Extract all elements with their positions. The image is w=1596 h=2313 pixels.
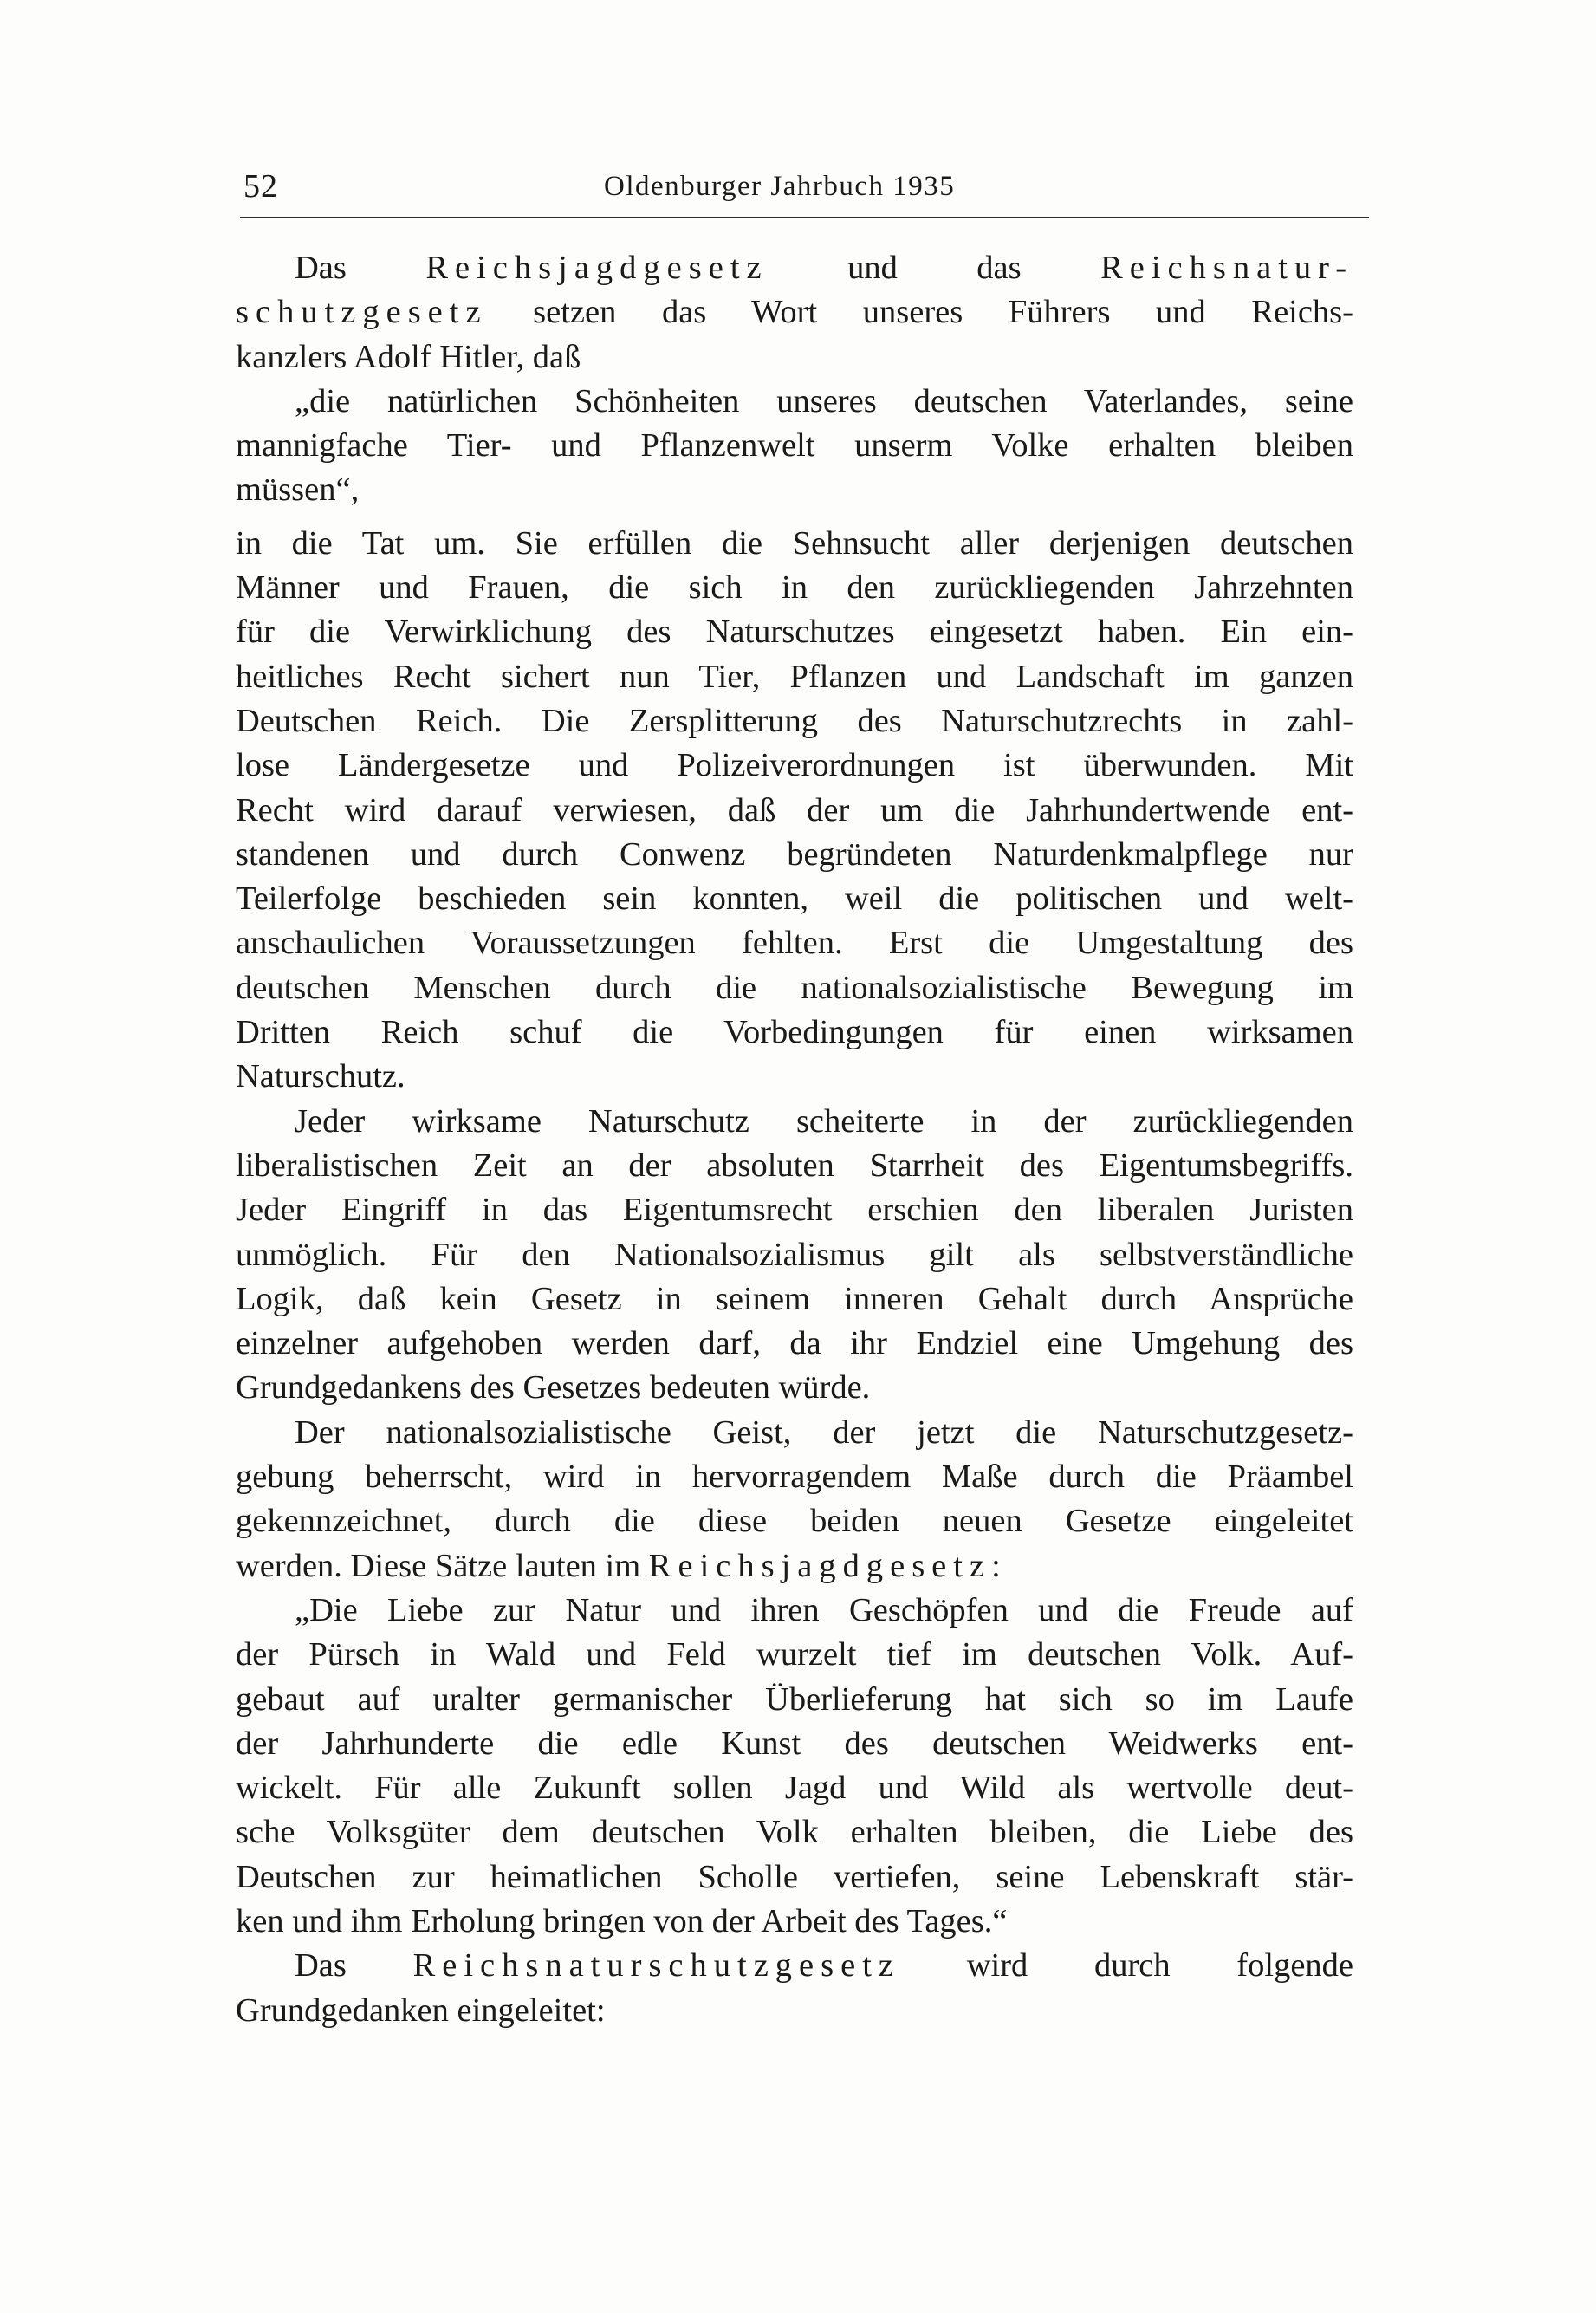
text-line: Grundgedankens des Gesetzes bedeuten würde. <box>236 1369 871 1407</box>
text-line: Grundgedanken eingeleitet: <box>236 1991 606 2029</box>
text-line: Logik, daß kein Gesetz in seinem inneren Gehalt durch Ansprüche <box>236 1280 1353 1317</box>
text-line: Dritten Reich schuf die Vorbedingungen für einen wirksamen <box>236 1014 1353 1051</box>
law-name-spaced: Reichsjagdgesetz <box>648 1547 992 1584</box>
running-title: Oldenburger Jahrbuch 1935 <box>604 171 956 202</box>
text-line: standenen und durch Conwenz begründeten Naturdenkmalpflege nur <box>236 835 1353 873</box>
quote-line: Deutschen zur heimatlichen Scholle vertiefen, seine Lebenskraft stär- <box>236 1858 1353 1895</box>
text-line: Teilerfolge beschieden sein konnten, weil die politischen und welt- <box>236 880 1353 918</box>
quote-line: „Die Liebe zur Natur und ihren Geschöpfen und die Freude auf <box>295 1591 1353 1628</box>
text-line: gebung beherrscht, wird in hervorragendem Maße durch die Präambel <box>236 1459 1353 1496</box>
quote-line: „die natürlichen Schönheiten unseres deutschen Vaterlandes, seine <box>295 382 1353 419</box>
quote-line: gebaut auf uralter germanischer Überlieferung hat sich so im Laufe <box>236 1680 1353 1718</box>
text-line: deutschen Menschen durch die nationalsozialistische Bewegung im <box>236 969 1353 1006</box>
text-line: einzelner aufgehoben werden darf, da ihr Endziel eine Umgehung des <box>236 1325 1353 1362</box>
law-name-spaced: schutzgesetz <box>236 294 488 331</box>
text-line: Deutschen Reich. Die Zersplitterung des Naturschutzrechts in zahl- <box>236 702 1353 739</box>
text-line: Das Reichsnaturschutzgesetz wird durch folgende <box>295 1947 1353 1985</box>
text-line: Jeder Eingriff in das Eigentumsrecht erschien den liberalen Juristen <box>236 1192 1353 1229</box>
law-name-spaced: Reichsnaturschutzgesetz <box>412 1947 901 1985</box>
text-line: in die Tat um. Sie erfüllen die Sehnsucht aller derjenigen deutschen <box>236 524 1353 562</box>
text-line: werden. Diese Sätze lauten im Reichsjagdgesetz: <box>236 1547 1001 1584</box>
text-line: lose Ländergesetze und Polizeiverordnungen ist überwunden. Mit <box>236 747 1353 784</box>
text-line: kanzlers Adolf Hitler, daß <box>236 338 581 375</box>
text-line: gekennzeichnet, durch die diese beiden neuen Gesetze eingeleitet <box>236 1503 1353 1540</box>
text-line: schutzgesetz setzen das Wort unseres Führers und Reichs- <box>236 294 1353 331</box>
text-line: Recht wird darauf verwiesen, daß der um die Jahrhundertwende ent- <box>236 791 1353 828</box>
quote-line: ken und ihm Erholung bringen von der Arbeit des Tages.“ <box>236 1902 1008 1939</box>
quote-line: wickelt. Für alle Zukunft sollen Jagd und Wild als wertvolle deut- <box>236 1770 1353 1807</box>
header-rule <box>240 217 1369 218</box>
text-line: Männer und Frauen, die sich in den zurückliegenden Jahrzehnten <box>236 569 1353 607</box>
text-line: Das Reichsjagdgesetz und das Reichsnatur- <box>295 250 1353 286</box>
quote-line: müssen“, <box>236 471 360 509</box>
quote-line: der Pürsch in Wald und Feld wurzelt tief im deutschen Volk. Auf- <box>236 1636 1353 1673</box>
text-line: heitliches Recht sichert nun Tier, Pflanzen und Landschaft im ganzen <box>236 658 1353 695</box>
law-name-spaced: Reichsnatur- <box>1100 250 1353 286</box>
law-name-spaced: Reichsjagdgesetz <box>425 250 769 286</box>
text-line: liberalistischen Zeit an der absoluten Starrheit des Eigentumsbegriffs. <box>236 1147 1353 1184</box>
quote-line: mannigfache Tier- und Pflanzenwelt unserm Volke erhalten bleiben <box>236 427 1353 465</box>
quote-line: der Jahrhunderte die edle Kunst des deutschen Weidwerks ent- <box>236 1725 1353 1762</box>
text-line: unmöglich. Für den Nationalsozialismus gilt als selbstverständliche <box>236 1236 1353 1273</box>
text-line: Jeder wirksame Naturschutz scheiterte in der zurückliegenden <box>295 1102 1353 1140</box>
text-line: Der nationalsozialistische Geist, der jetzt die Naturschutzgesetz- <box>295 1413 1353 1451</box>
page-header <box>240 165 1369 217</box>
text-line: Naturschutz. <box>236 1058 405 1095</box>
text-line: für die Verwirklichung des Naturschutzes eingesetzt haben. Ein ein- <box>236 614 1353 651</box>
text-line: anschaulichen Voraussetzungen fehlten. Erst die Umgestaltung des <box>236 925 1353 962</box>
quote-line: sche Volksgüter dem deutschen Volk erhalten bleiben, die Liebe des <box>236 1814 1353 1851</box>
body-text <box>236 246 1353 2033</box>
page-number: 52 <box>243 168 278 205</box>
